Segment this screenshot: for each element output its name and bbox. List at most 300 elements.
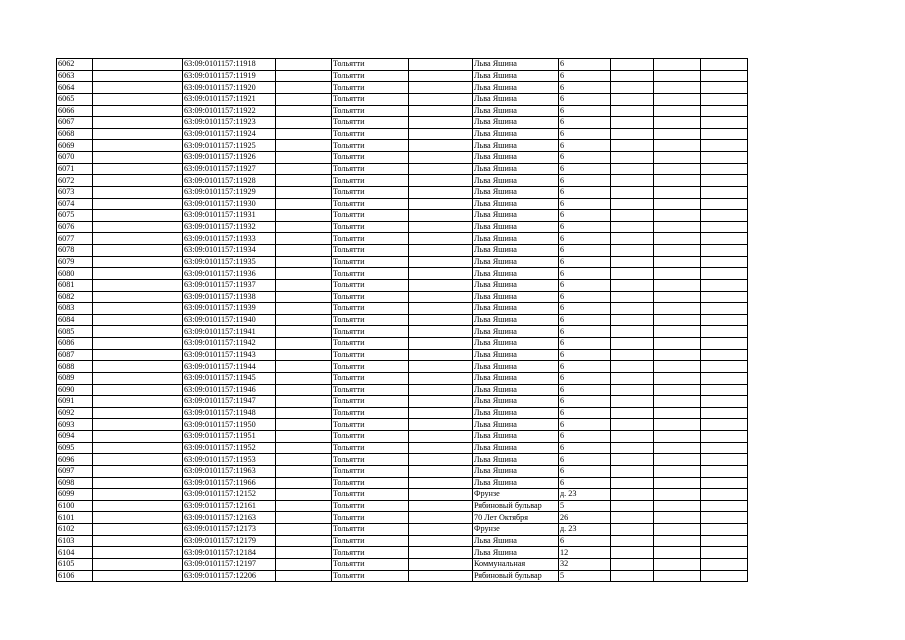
house-cell: 6 [559, 326, 611, 338]
empty-cell [654, 279, 701, 291]
street-cell: Льва Яшина [473, 152, 559, 164]
street-cell: Льва Яшина [473, 419, 559, 431]
empty-cell [611, 268, 654, 280]
row-number-cell: 6104 [57, 547, 93, 559]
empty-cell [276, 442, 332, 454]
city-cell: Тольятти [332, 117, 409, 129]
cadastral-number-cell: 63:09:0101157:11935 [183, 256, 276, 268]
empty-cell [611, 314, 654, 326]
house-cell: 6 [559, 117, 611, 129]
table-row [57, 512, 748, 524]
empty-cell [701, 221, 748, 233]
empty-cell [654, 465, 701, 477]
row-number-cell: 6090 [57, 384, 93, 396]
cadastral-number-cell: 63:09:0101157:12184 [183, 547, 276, 559]
house-cell: 6 [559, 384, 611, 396]
empty-cell [654, 512, 701, 524]
empty-cell [409, 210, 473, 222]
table-row [57, 431, 748, 443]
empty-cell [409, 454, 473, 466]
city-cell: Тольятти [332, 326, 409, 338]
empty-cell [701, 454, 748, 466]
empty-cell [611, 465, 654, 477]
city-cell: Тольятти [332, 396, 409, 408]
empty-cell [654, 198, 701, 210]
empty-cell [409, 59, 473, 71]
table-row [57, 524, 748, 536]
street-cell: Льва Яшина [473, 256, 559, 268]
city-cell: Тольятти [332, 303, 409, 315]
cadastral-number-cell: 63:09:0101157:11933 [183, 233, 276, 245]
empty-cell [409, 93, 473, 105]
empty-cell [654, 117, 701, 129]
empty-cell [93, 535, 183, 547]
empty-cell [611, 256, 654, 268]
empty-cell [409, 407, 473, 419]
table-row [57, 140, 748, 152]
city-cell: Тольятти [332, 384, 409, 396]
empty-cell [276, 128, 332, 140]
empty-cell [654, 431, 701, 443]
street-cell: Льва Яшина [473, 163, 559, 175]
empty-cell [276, 419, 332, 431]
cadastral-number-cell: 63:09:0101157:11929 [183, 186, 276, 198]
house-cell: 6 [559, 431, 611, 443]
city-cell: Тольятти [332, 105, 409, 117]
street-cell: Льва Яшина [473, 314, 559, 326]
empty-cell [276, 547, 332, 559]
cadastral-number-cell: 63:09:0101157:12152 [183, 489, 276, 501]
city-cell: Тольятти [332, 186, 409, 198]
empty-cell [611, 117, 654, 129]
empty-cell [611, 338, 654, 350]
empty-cell [409, 152, 473, 164]
table-row [57, 338, 748, 350]
empty-cell [701, 384, 748, 396]
row-number-cell: 6100 [57, 500, 93, 512]
street-cell: Льва Яшина [473, 291, 559, 303]
table-row [57, 489, 748, 501]
empty-cell [276, 361, 332, 373]
empty-cell [654, 489, 701, 501]
table-row [57, 221, 748, 233]
empty-cell [93, 233, 183, 245]
row-number-cell: 6084 [57, 314, 93, 326]
empty-cell [93, 291, 183, 303]
empty-cell [611, 291, 654, 303]
city-cell: Тольятти [332, 489, 409, 501]
table-row [57, 268, 748, 280]
city-cell: Тольятти [332, 70, 409, 82]
house-cell: 6 [559, 303, 611, 315]
cadastral-number-cell: 63:09:0101157:11937 [183, 279, 276, 291]
empty-cell [276, 477, 332, 489]
empty-cell [276, 117, 332, 129]
empty-cell [611, 303, 654, 315]
empty-cell [409, 221, 473, 233]
empty-cell [654, 547, 701, 559]
row-number-cell: 6077 [57, 233, 93, 245]
empty-cell [409, 361, 473, 373]
table-row [57, 245, 748, 257]
row-number-cell: 6096 [57, 454, 93, 466]
empty-cell [93, 372, 183, 384]
street-cell: Льва Яшина [473, 221, 559, 233]
empty-cell [654, 256, 701, 268]
empty-cell [701, 210, 748, 222]
cadastral-number-cell: 63:09:0101157:11925 [183, 140, 276, 152]
street-cell: Льва Яшина [473, 372, 559, 384]
empty-cell [409, 314, 473, 326]
empty-cell [611, 245, 654, 257]
house-cell: 6 [559, 186, 611, 198]
cadastral-number-cell: 63:09:0101157:11946 [183, 384, 276, 396]
empty-cell [701, 163, 748, 175]
empty-cell [409, 384, 473, 396]
city-cell: Тольятти [332, 372, 409, 384]
empty-cell [654, 70, 701, 82]
street-cell: Льва Яшина [473, 338, 559, 350]
house-cell: 6 [559, 93, 611, 105]
empty-cell [701, 524, 748, 536]
street-cell: Льва Яшина [473, 477, 559, 489]
empty-cell [93, 245, 183, 257]
empty-cell [276, 407, 332, 419]
empty-cell [409, 465, 473, 477]
city-cell: Тольятти [332, 512, 409, 524]
property-table [56, 58, 748, 582]
house-cell: 6 [559, 442, 611, 454]
city-cell: Тольятти [332, 82, 409, 94]
cadastral-number-cell: 63:09:0101157:11939 [183, 303, 276, 315]
empty-cell [409, 140, 473, 152]
house-cell: д. 23 [559, 489, 611, 501]
cadastral-number-cell: 63:09:0101157:11923 [183, 117, 276, 129]
empty-cell [701, 396, 748, 408]
empty-cell [276, 245, 332, 257]
empty-cell [701, 186, 748, 198]
empty-cell [93, 198, 183, 210]
table-row [57, 175, 748, 187]
table-row [57, 198, 748, 210]
empty-cell [611, 384, 654, 396]
house-cell: 6 [559, 477, 611, 489]
row-number-cell: 6088 [57, 361, 93, 373]
empty-cell [93, 570, 183, 582]
street-cell: Фрунзе [473, 524, 559, 536]
empty-cell [654, 210, 701, 222]
street-cell: Льва Яшина [473, 117, 559, 129]
empty-cell [611, 163, 654, 175]
row-number-cell: 6072 [57, 175, 93, 187]
empty-cell [701, 256, 748, 268]
cadastral-number-cell: 63:09:0101157:11948 [183, 407, 276, 419]
cadastral-number-cell: 63:09:0101157:11928 [183, 175, 276, 187]
row-number-cell: 6102 [57, 524, 93, 536]
empty-cell [654, 524, 701, 536]
empty-cell [93, 384, 183, 396]
empty-cell [276, 82, 332, 94]
empty-cell [701, 279, 748, 291]
empty-cell [701, 349, 748, 361]
row-number-cell: 6083 [57, 303, 93, 315]
empty-cell [654, 175, 701, 187]
empty-cell [611, 454, 654, 466]
empty-cell [611, 547, 654, 559]
city-cell: Тольятти [332, 361, 409, 373]
empty-cell [701, 407, 748, 419]
city-cell: Тольятти [332, 419, 409, 431]
empty-cell [611, 477, 654, 489]
empty-cell [276, 59, 332, 71]
empty-cell [93, 210, 183, 222]
row-number-cell: 6089 [57, 372, 93, 384]
house-cell: 6 [559, 175, 611, 187]
spreadsheet-page [56, 58, 748, 582]
house-cell: 6 [559, 465, 611, 477]
empty-cell [611, 512, 654, 524]
row-number-cell: 6079 [57, 256, 93, 268]
empty-cell [93, 221, 183, 233]
empty-cell [409, 186, 473, 198]
house-cell: 6 [559, 198, 611, 210]
cadastral-number-cell: 63:09:0101157:12197 [183, 558, 276, 570]
cadastral-number-cell: 63:09:0101157:11926 [183, 152, 276, 164]
cadastral-number-cell: 63:09:0101157:11945 [183, 372, 276, 384]
table-row [57, 279, 748, 291]
row-number-cell: 6063 [57, 70, 93, 82]
empty-cell [701, 338, 748, 350]
empty-cell [654, 454, 701, 466]
street-cell: Льва Яшина [473, 82, 559, 94]
city-cell: Тольятти [332, 314, 409, 326]
row-number-cell: 6062 [57, 59, 93, 71]
street-cell: Рябиновый бульвар [473, 500, 559, 512]
city-cell: Тольятти [332, 59, 409, 71]
house-cell: 26 [559, 512, 611, 524]
cadastral-number-cell: 63:09:0101157:12161 [183, 500, 276, 512]
table-row [57, 326, 748, 338]
house-cell: 6 [559, 396, 611, 408]
street-cell: Льва Яшина [473, 93, 559, 105]
empty-cell [276, 198, 332, 210]
house-cell: д. 23 [559, 524, 611, 536]
empty-cell [409, 338, 473, 350]
empty-cell [701, 245, 748, 257]
street-cell: Льва Яшина [473, 535, 559, 547]
empty-cell [409, 535, 473, 547]
empty-cell [701, 431, 748, 443]
row-number-cell: 6101 [57, 512, 93, 524]
empty-cell [93, 338, 183, 350]
empty-cell [276, 500, 332, 512]
empty-cell [409, 268, 473, 280]
city-cell: Тольятти [332, 140, 409, 152]
empty-cell [701, 128, 748, 140]
house-cell: 6 [559, 361, 611, 373]
empty-cell [611, 326, 654, 338]
row-number-cell: 6105 [57, 558, 93, 570]
house-cell: 12 [559, 547, 611, 559]
street-cell: Рябиновый бульвар [473, 570, 559, 582]
cadastral-number-cell: 63:09:0101157:11966 [183, 477, 276, 489]
empty-cell [409, 477, 473, 489]
empty-cell [611, 221, 654, 233]
empty-cell [93, 128, 183, 140]
empty-cell [654, 535, 701, 547]
street-cell: Фрунзе [473, 489, 559, 501]
house-cell: 6 [559, 152, 611, 164]
empty-cell [654, 396, 701, 408]
empty-cell [654, 442, 701, 454]
empty-cell [276, 454, 332, 466]
cadastral-number-cell: 63:09:0101157:11932 [183, 221, 276, 233]
city-cell: Тольятти [332, 279, 409, 291]
street-cell: Льва Яшина [473, 268, 559, 280]
house-cell: 6 [559, 59, 611, 71]
row-number-cell: 6074 [57, 198, 93, 210]
table-row [57, 82, 748, 94]
cadastral-number-cell: 63:09:0101157:12163 [183, 512, 276, 524]
empty-cell [276, 163, 332, 175]
empty-cell [654, 186, 701, 198]
row-number-cell: 6082 [57, 291, 93, 303]
empty-cell [276, 175, 332, 187]
empty-cell [276, 314, 332, 326]
city-cell: Тольятти [332, 221, 409, 233]
empty-cell [654, 361, 701, 373]
street-cell: Льва Яшина [473, 245, 559, 257]
street-cell: Льва Яшина [473, 454, 559, 466]
empty-cell [701, 82, 748, 94]
street-cell: Льва Яшина [473, 361, 559, 373]
empty-cell [654, 140, 701, 152]
empty-cell [701, 268, 748, 280]
table-row [57, 210, 748, 222]
empty-cell [276, 210, 332, 222]
table-row [57, 163, 748, 175]
empty-cell [93, 465, 183, 477]
city-cell: Тольятти [332, 256, 409, 268]
empty-cell [701, 152, 748, 164]
empty-cell [93, 256, 183, 268]
empty-cell [654, 419, 701, 431]
row-number-cell: 6086 [57, 338, 93, 350]
empty-cell [654, 221, 701, 233]
empty-cell [276, 256, 332, 268]
house-cell: 6 [559, 140, 611, 152]
empty-cell [701, 465, 748, 477]
house-cell: 6 [559, 105, 611, 117]
house-cell: 5 [559, 570, 611, 582]
row-number-cell: 6098 [57, 477, 93, 489]
empty-cell [611, 407, 654, 419]
table-row [57, 186, 748, 198]
cadastral-number-cell: 63:09:0101157:11921 [183, 93, 276, 105]
street-cell: Льва Яшина [473, 431, 559, 443]
empty-cell [93, 419, 183, 431]
table-row [57, 396, 748, 408]
cadastral-number-cell: 63:09:0101157:11920 [183, 82, 276, 94]
empty-cell [93, 349, 183, 361]
row-number-cell: 6075 [57, 210, 93, 222]
empty-cell [93, 407, 183, 419]
table-row [57, 303, 748, 315]
cadastral-number-cell: 63:09:0101157:11922 [183, 105, 276, 117]
empty-cell [611, 128, 654, 140]
house-cell: 6 [559, 82, 611, 94]
street-cell: Льва Яшина [473, 326, 559, 338]
empty-cell [654, 558, 701, 570]
cadastral-number-cell: 63:09:0101157:12179 [183, 535, 276, 547]
empty-cell [654, 152, 701, 164]
empty-cell [409, 500, 473, 512]
street-cell: Льва Яшина [473, 186, 559, 198]
empty-cell [93, 70, 183, 82]
empty-cell [93, 489, 183, 501]
row-number-cell: 6067 [57, 117, 93, 129]
table-row [57, 372, 748, 384]
street-cell: Льва Яшина [473, 384, 559, 396]
empty-cell [409, 245, 473, 257]
empty-cell [654, 268, 701, 280]
empty-cell [654, 570, 701, 582]
empty-cell [93, 117, 183, 129]
empty-cell [701, 314, 748, 326]
empty-cell [654, 500, 701, 512]
empty-cell [276, 221, 332, 233]
cadastral-number-cell: 63:09:0101157:11944 [183, 361, 276, 373]
empty-cell [276, 349, 332, 361]
empty-cell [93, 152, 183, 164]
empty-cell [93, 396, 183, 408]
house-cell: 6 [559, 535, 611, 547]
city-cell: Тольятти [332, 93, 409, 105]
empty-cell [409, 442, 473, 454]
cadastral-number-cell: 63:09:0101157:11919 [183, 70, 276, 82]
cadastral-number-cell: 63:09:0101157:11930 [183, 198, 276, 210]
empty-cell [611, 570, 654, 582]
empty-cell [93, 326, 183, 338]
table-row [57, 314, 748, 326]
empty-cell [409, 117, 473, 129]
empty-cell [611, 524, 654, 536]
cadastral-number-cell: 63:09:0101157:11940 [183, 314, 276, 326]
table-row [57, 384, 748, 396]
empty-cell [276, 558, 332, 570]
row-number-cell: 6076 [57, 221, 93, 233]
empty-cell [654, 59, 701, 71]
empty-cell [93, 524, 183, 536]
empty-cell [611, 535, 654, 547]
row-number-cell: 6081 [57, 279, 93, 291]
empty-cell [276, 535, 332, 547]
table-row [57, 558, 748, 570]
house-cell: 6 [559, 454, 611, 466]
row-number-cell: 6085 [57, 326, 93, 338]
table-row [57, 547, 748, 559]
table-row [57, 535, 748, 547]
empty-cell [93, 477, 183, 489]
empty-cell [409, 512, 473, 524]
empty-cell [611, 175, 654, 187]
empty-cell [409, 256, 473, 268]
house-cell: 6 [559, 407, 611, 419]
house-cell: 6 [559, 349, 611, 361]
city-cell: Тольятти [332, 454, 409, 466]
empty-cell [701, 570, 748, 582]
empty-cell [409, 372, 473, 384]
